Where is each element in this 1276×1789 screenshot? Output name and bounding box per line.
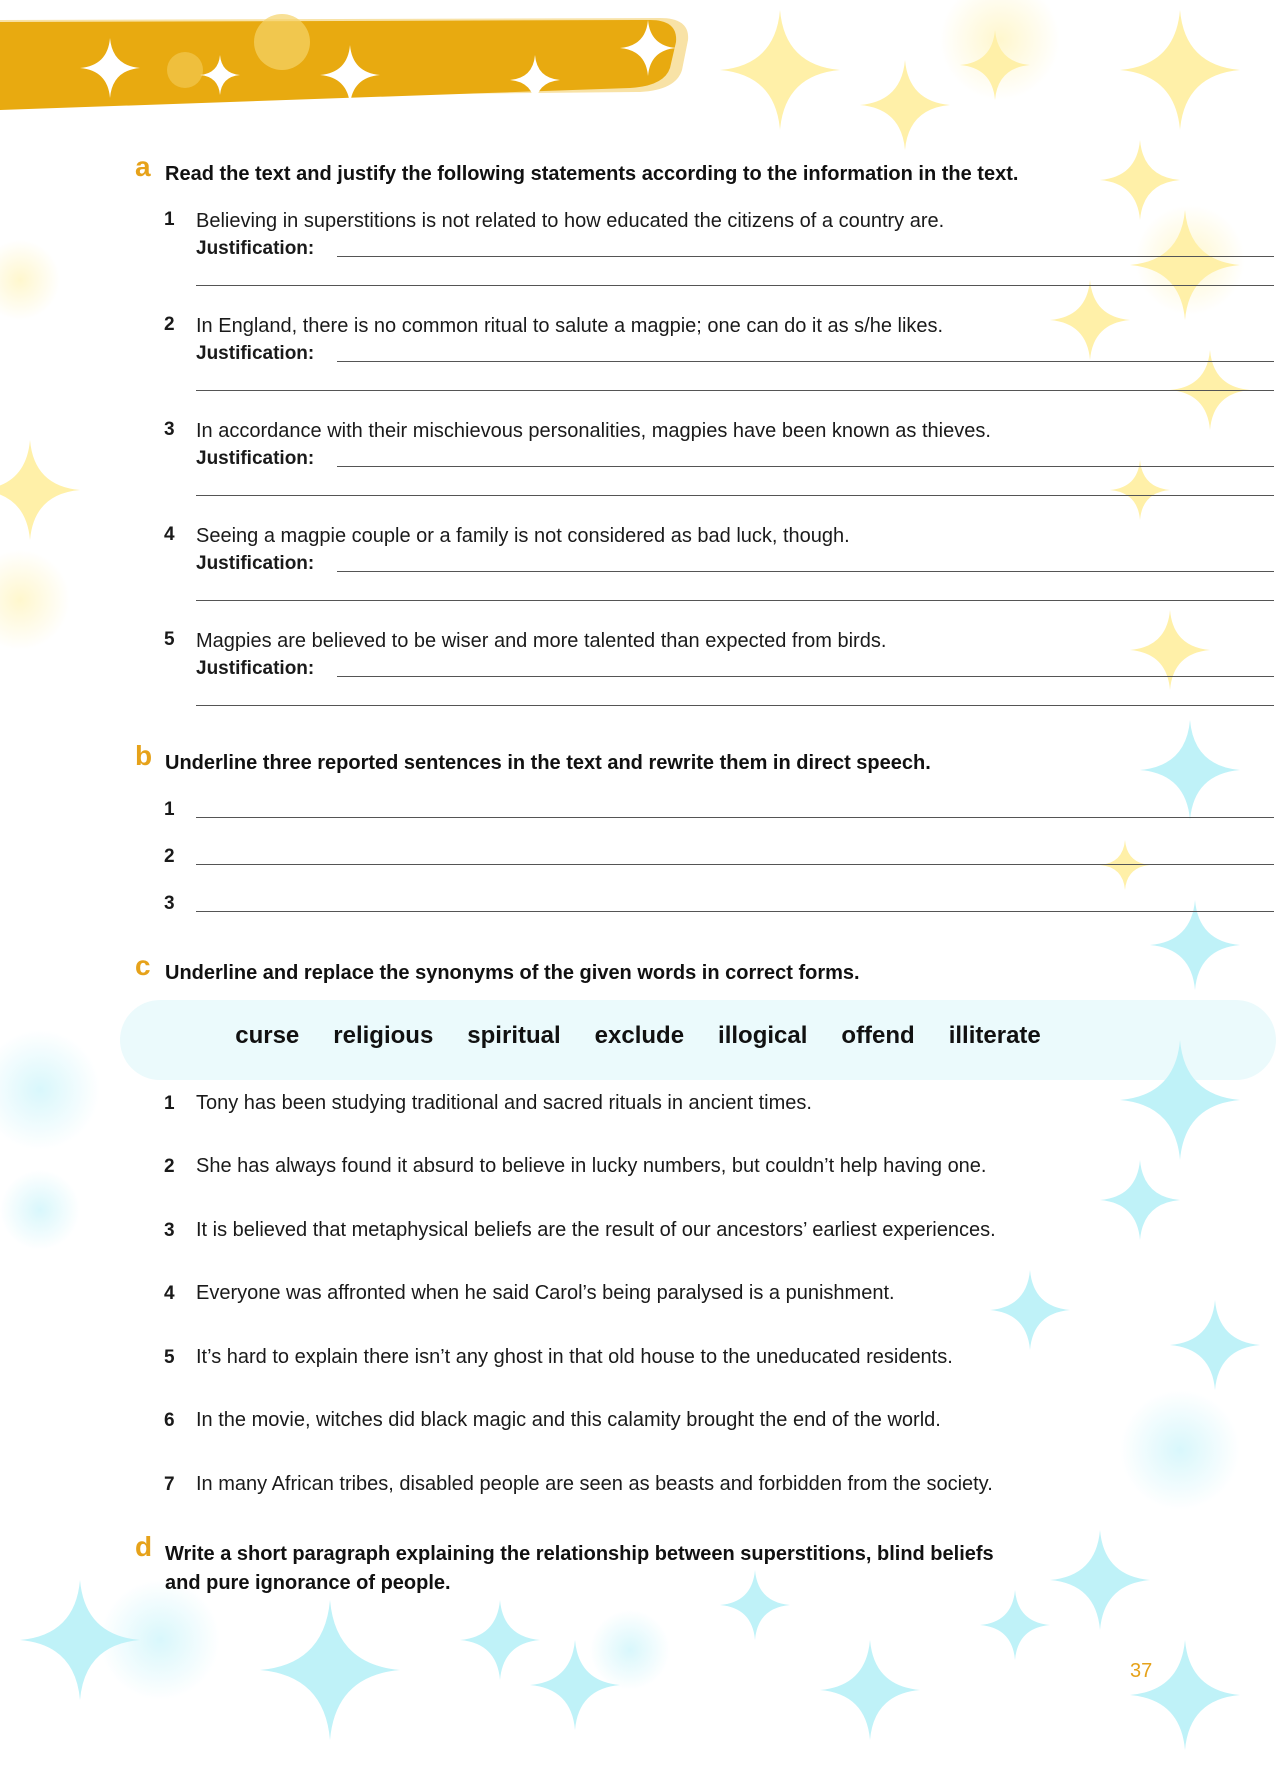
sentence-text: She has always found it absurd to believe in lucky numbers, but couldn’t help having one. — [196, 1155, 987, 1177]
justification-label: Justification: — [196, 238, 315, 259]
justification-answer-line[interactable] — [337, 571, 1274, 572]
section-c-item-6 — [164, 1409, 941, 1432]
section-d-heading — [135, 1531, 994, 1598]
section-c-item-3 — [164, 1219, 996, 1242]
item-number: 2 — [164, 846, 175, 867]
justification-answer-line[interactable] — [196, 390, 1274, 391]
word-bank-item: illiterate — [948, 1022, 1041, 1049]
sentence-text: Tony has been studying traditional and sacred rituals in ancient times. — [196, 1092, 812, 1114]
justification-answer-line[interactable] — [337, 361, 1274, 362]
word-bank-item: illogical — [718, 1022, 808, 1049]
section-c-instruction: Underline and replace the synonyms of the given words in correct forms. — [165, 962, 860, 984]
statement-text: Believing in superstitions is not related to how educated the citizens of a country are. — [196, 210, 945, 232]
sentence-text: In the movie, witches did black magic and this calamity brought the end of the world. — [196, 1409, 941, 1431]
word-bank-item: spiritual — [467, 1022, 561, 1049]
section-d-instruction-line-2: and pure ignorance of people. — [165, 1572, 451, 1594]
sentence-text: It’s hard to explain there isn’t any ghost in that old house to the uneducated residents. — [196, 1346, 953, 1368]
section-d-instruction-line-1: Write a short paragraph explaining the relationship between superstitions, blind beliefs — [165, 1543, 994, 1565]
section-c-item-1 — [164, 1092, 812, 1115]
section-c-heading — [135, 950, 860, 988]
section-a-instruction: Read the text and justify the following statements according to the information in the text. — [165, 163, 1019, 185]
item-number: 3 — [164, 1220, 175, 1241]
section-c-item-4 — [164, 1282, 895, 1305]
justification-label: Justification: — [196, 448, 315, 469]
justification-answer-line[interactable] — [196, 285, 1274, 286]
sentence-text: Everyone was affronted when he said Carol’s being paralysed is a punishment. — [196, 1282, 895, 1304]
justification-label: Justification: — [196, 553, 315, 574]
item-number: 6 — [164, 1410, 175, 1431]
word-bank-item: curse — [235, 1022, 300, 1049]
word-bank-item: exclude — [594, 1022, 685, 1049]
section-c-letter: c — [135, 950, 151, 981]
item-number: 5 — [164, 629, 175, 650]
item-number: 7 — [164, 1474, 175, 1495]
item-number: 4 — [164, 1283, 175, 1304]
statement-text: Magpies are believed to be wiser and more talented than expected from birds. — [196, 630, 887, 652]
item-number: 3 — [164, 893, 175, 914]
section-c-item-5 — [164, 1346, 953, 1369]
word-bank — [0, 1022, 1276, 1050]
answer-line[interactable] — [196, 911, 1274, 912]
justification-answer-line[interactable] — [337, 676, 1274, 677]
item-number: 1 — [164, 799, 175, 820]
word-bank-item: religious — [333, 1022, 434, 1049]
justification-answer-line[interactable] — [196, 705, 1274, 706]
item-number: 3 — [164, 419, 175, 440]
item-number: 5 — [164, 1347, 175, 1368]
statement-text: In accordance with their mischievous personalities, magpies have been known as thieves. — [196, 420, 991, 442]
section-a-letter: a — [135, 151, 151, 182]
statement-text: Seeing a magpie couple or a family is not considered as bad luck, though. — [196, 525, 850, 547]
item-number: 1 — [164, 209, 175, 230]
section-d-letter: d — [135, 1531, 153, 1562]
justification-answer-line[interactable] — [196, 495, 1274, 496]
answer-line[interactable] — [196, 817, 1274, 818]
section-b-heading — [135, 740, 931, 778]
section-c-item-2 — [164, 1155, 987, 1178]
section-a-heading — [135, 151, 1019, 189]
page-number: 37 — [1130, 1660, 1153, 1682]
word-bank-item: offend — [841, 1022, 915, 1049]
justification-answer-line[interactable] — [337, 256, 1274, 257]
section-b-letter: b — [135, 740, 153, 771]
justification-answer-line[interactable] — [196, 600, 1274, 601]
section-d-instruction — [165, 1540, 994, 1598]
item-number: 2 — [164, 314, 175, 335]
justification-label: Justification: — [196, 343, 315, 364]
item-number: 1 — [164, 1093, 175, 1114]
justification-answer-line[interactable] — [337, 466, 1274, 467]
answer-line[interactable] — [196, 864, 1274, 865]
section-c-item-7 — [164, 1473, 993, 1496]
sentence-text: In many African tribes, disabled people are seen as beasts and forbidden from the society. — [196, 1473, 993, 1495]
statement-text: In England, there is no common ritual to salute a magpie; one can do it as s/he likes. — [196, 315, 944, 337]
sentence-text: It is believed that metaphysical beliefs are the result of our ancestors’ earliest experiences. — [196, 1219, 996, 1241]
section-b-instruction: Underline three reported sentences in the text and rewrite them in direct speech. — [165, 752, 931, 774]
justification-label: Justification: — [196, 658, 315, 679]
item-number: 4 — [164, 524, 175, 545]
item-number: 2 — [164, 1156, 175, 1177]
